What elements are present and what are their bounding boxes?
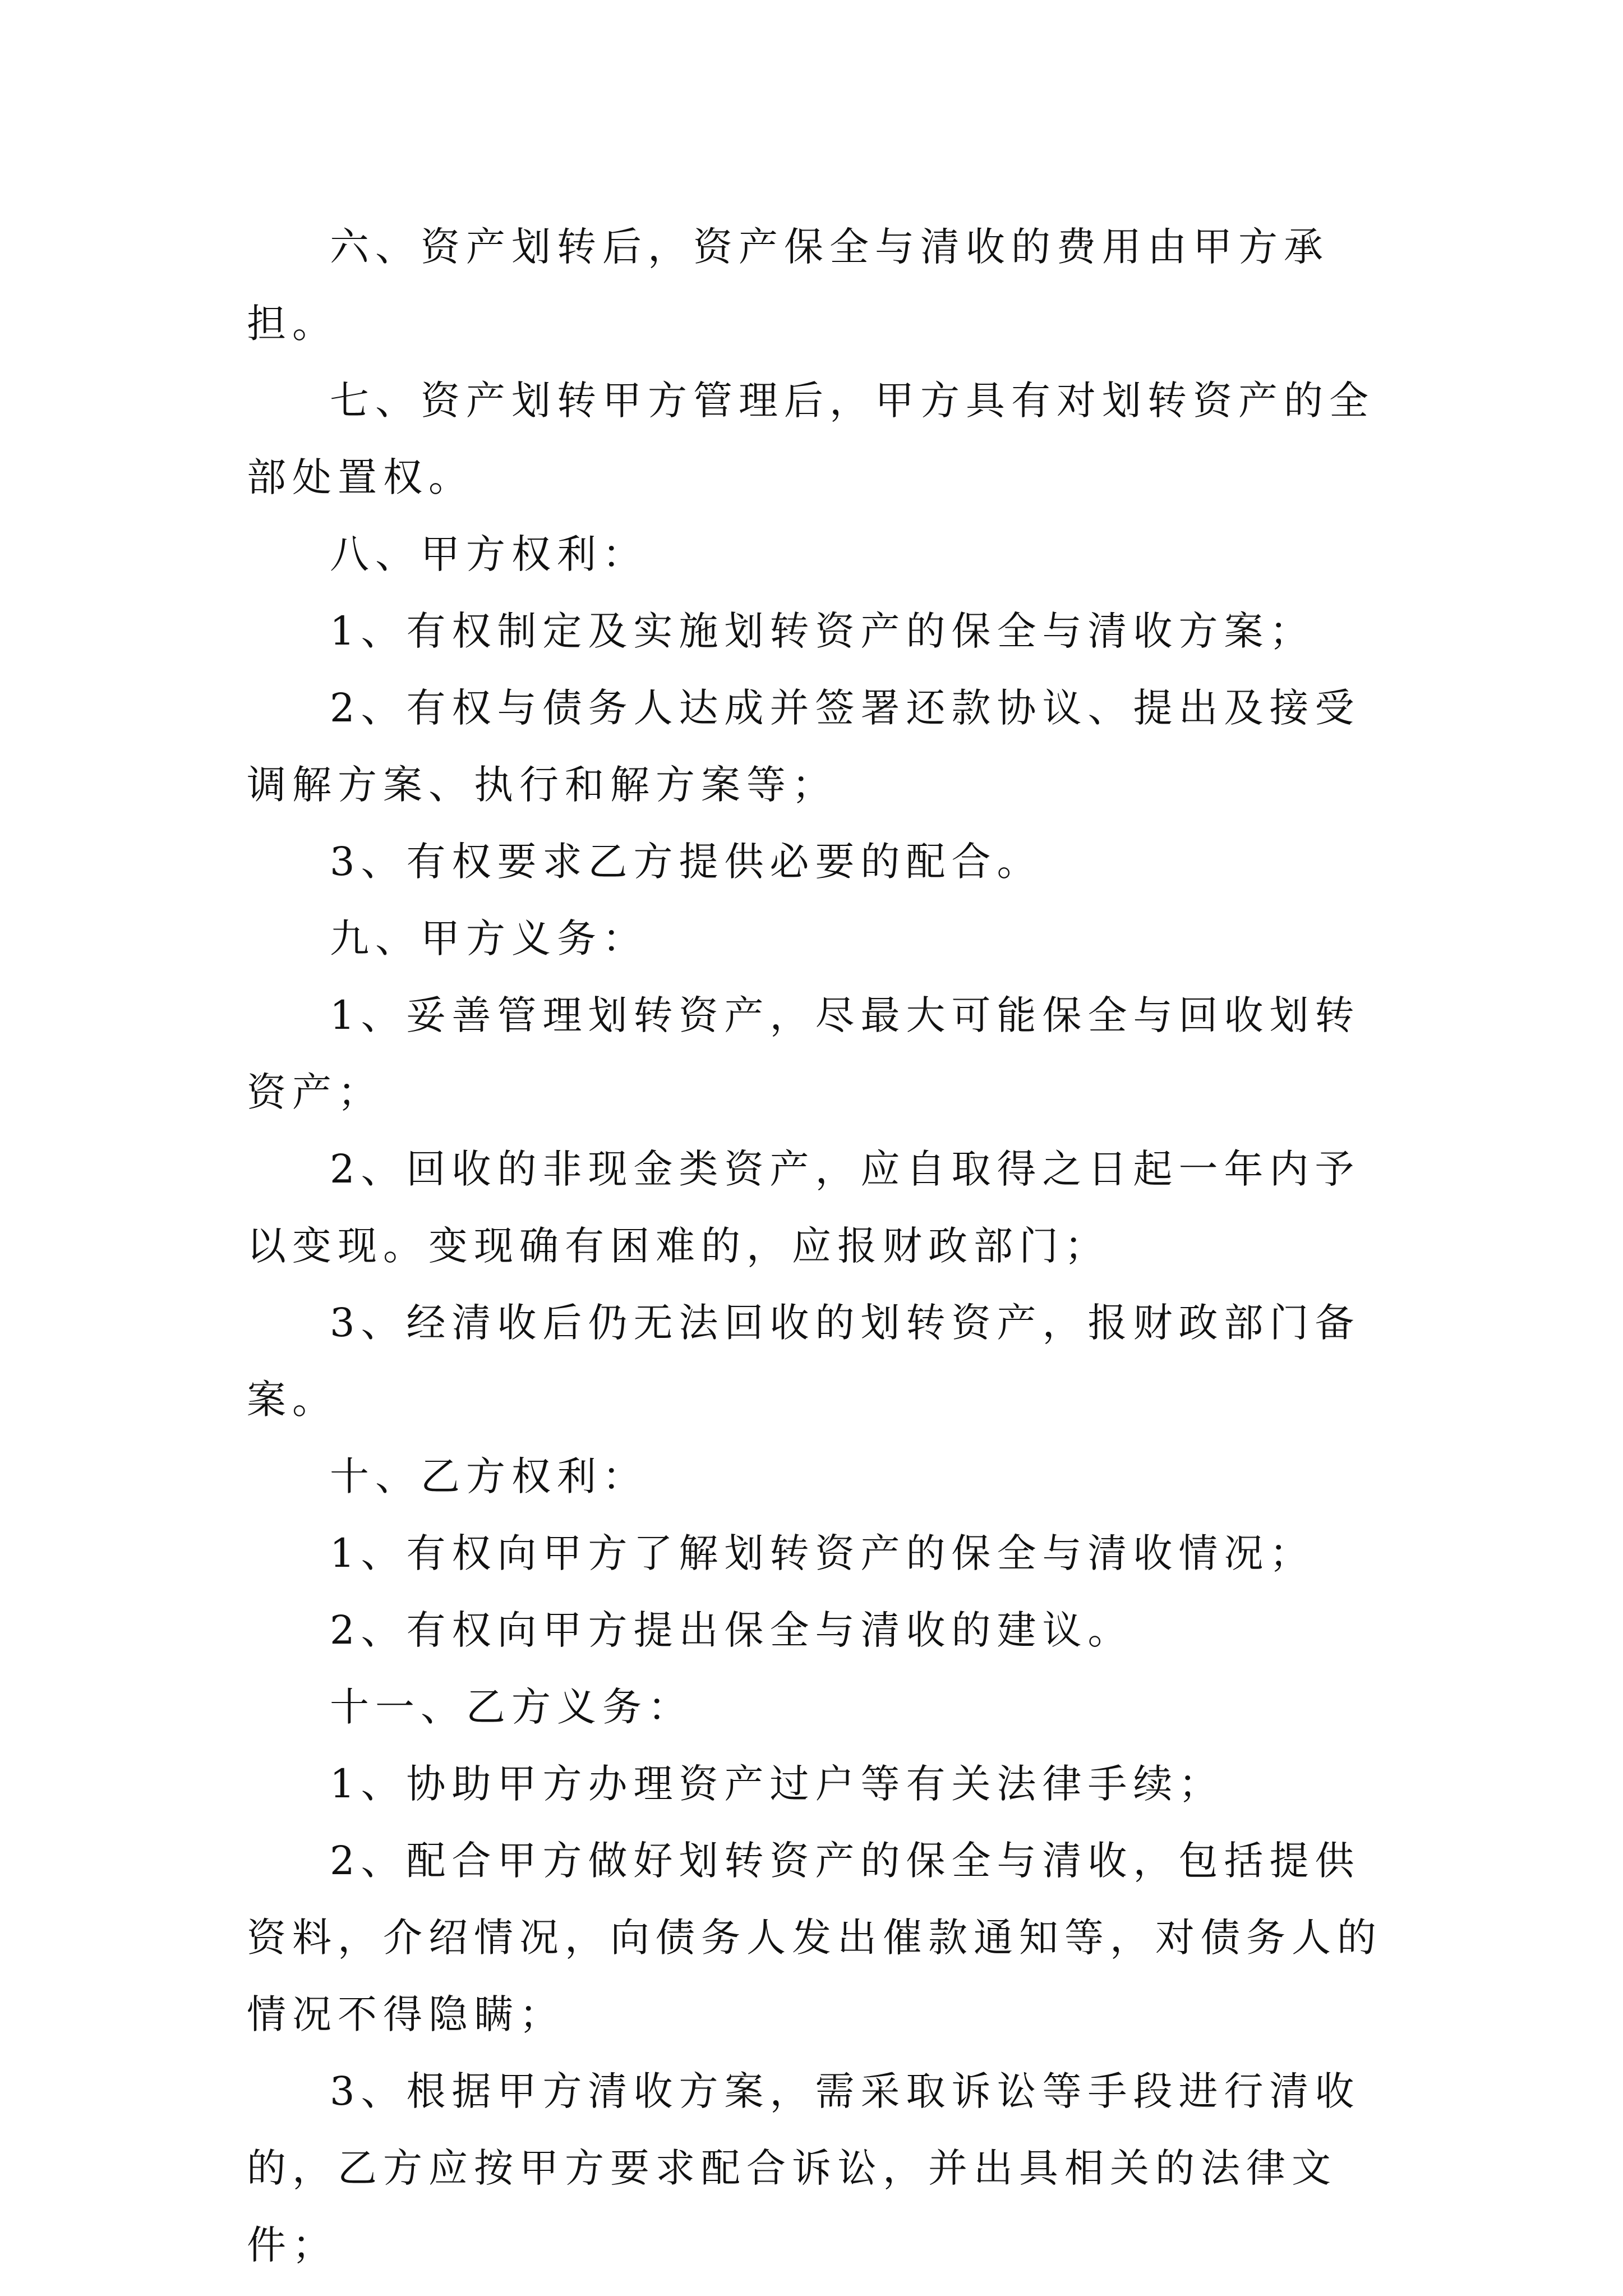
paragraph-party-b-obligation-3: 3、根据甲方清收方案，需采取诉讼等手段进行清收的，乙方应按甲方要求配合诉讼，并出具相关的法律文件； (247, 2068, 1361, 2268)
document-body (247, 209, 1391, 2284)
paragraph-clause-7: 七、资产划转甲方管理后，甲方具有对划转资产的全部处置权。 (247, 378, 1375, 500)
paragraph-party-b-right-1: 1、有权向甲方了解划转资产的保全与清收情况； (330, 1530, 1315, 1576)
heading-party-a-rights: 八、甲方权利： (330, 531, 648, 577)
paragraph-party-a-obligation-2: 2、回收的非现金类资产，应自取得之日起一年内予以变现。变现确有困难的，应报财政部门； (247, 1146, 1361, 1269)
paragraph-party-a-right-1: 1、有权制定及实施划转资产的保全与清收方案； (330, 608, 1315, 654)
heading-party-b-obligations: 十一、乙方义务： (330, 1684, 693, 1730)
heading-party-b-rights: 十、乙方权利： (330, 1453, 648, 1499)
paragraph-party-b-obligation-2: 2、配合甲方做好划转资产的保全与清收，包括提供资料，介绍情况，向债务人发出催款通知等，对债务人的情况不得隐瞒； (247, 1838, 1382, 2037)
paragraph-party-a-right-3: 3、有权要求乙方提供必要的配合。 (330, 839, 1043, 885)
paragraph-clause-6: 六、资产划转后，资产保全与清收的费用由甲方承担。 (247, 224, 1329, 347)
paragraph-party-a-right-2: 2、有权与债务人达成并签署还款协议、提出及接受调解方案、执行和解方案等； (247, 685, 1361, 808)
paragraph-party-b-obligation-1: 1、协助甲方办理资产过户等有关法律手续； (330, 1761, 1224, 1807)
heading-party-a-obligations: 九、甲方义务： (330, 915, 648, 961)
paragraph-party-a-obligation-3: 3、经清收后仍无法回收的划转资产，报财政部门备案。 (247, 1300, 1361, 1423)
paragraph-party-a-obligation-1: 1、妥善管理划转资产，尽最大可能保全与回收划转资产； (247, 992, 1361, 1115)
paragraph-party-b-right-2: 2、有权向甲方提出保全与清收的建议。 (330, 1607, 1133, 1653)
